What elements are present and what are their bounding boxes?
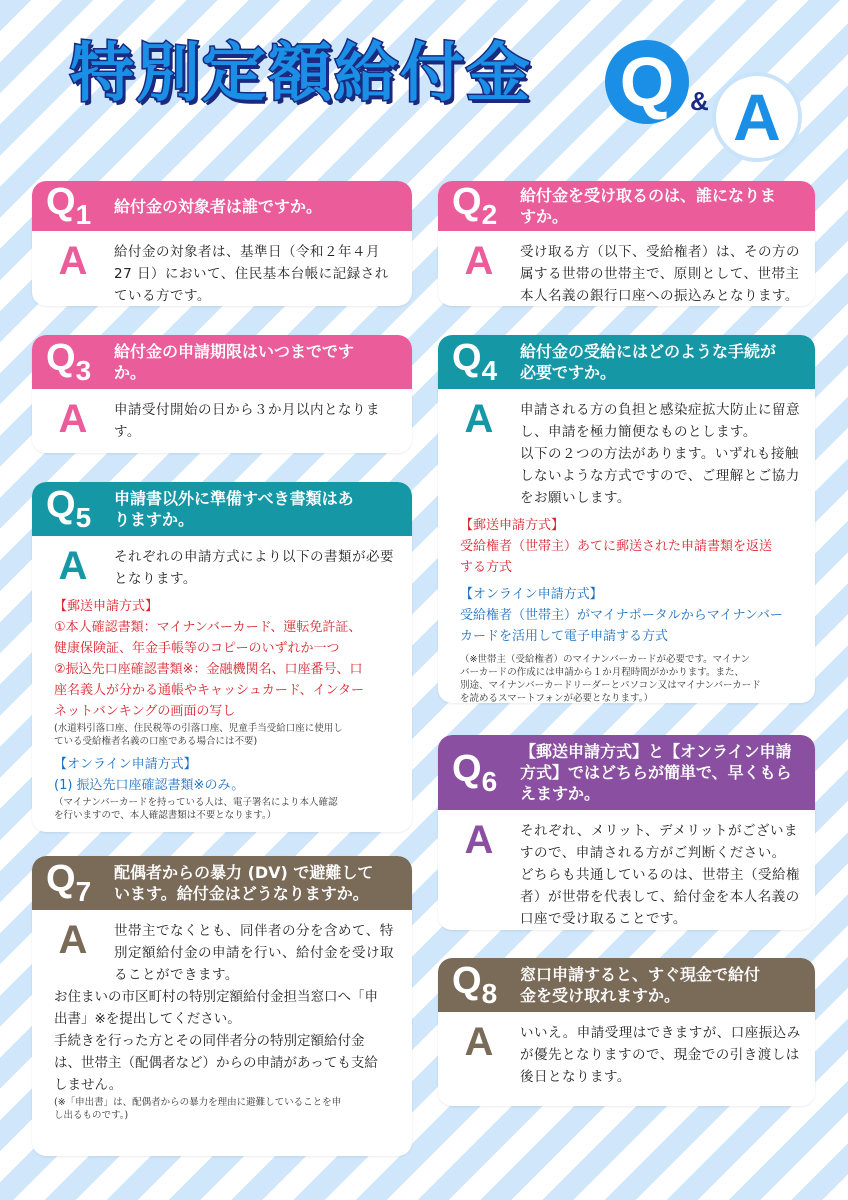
mail-method-text-4: 受給権者（世帯主）あてに郵送された申請書類を返送 する方式 <box>460 539 773 575</box>
online-method-text-5: (1) 振込先口座確認書類※のみ。 <box>54 778 245 793</box>
online-method-title-4: 【オンライン申請方式】 <box>460 587 603 602</box>
note-4: （※世帯主（受給権者）のマイナンバーカードが必要です。マイナン バーカードの作成には申請から１か月程時間がかかります。また、 別途、マイナンバーカードリーダーとパソコン又はマイナンバーカード を読めるスマートフォンが必要となります。） <box>460 654 761 703</box>
q-number-8: $Q_8$ <box>452 960 498 1009</box>
a-label-3: A <box>58 397 88 441</box>
qa-logo-amp: & <box>690 86 709 116</box>
question-text-4: 給付金の受給にはどのような手続が 必要ですか。 <box>520 342 777 382</box>
question-header-5 <box>32 482 412 536</box>
answer-text-5: それぞれの申請方式により以下の書類が必要 となります。 <box>114 549 394 587</box>
a-label-2: A <box>464 239 494 283</box>
q-number-7: $Q_7$ <box>46 858 92 907</box>
a-label-1: A <box>58 239 88 283</box>
question-text-1: 給付金の対象者は誰ですか。 <box>114 196 323 216</box>
question-text-7: 配偶者からの暴力 (DV) で避難して います。給付金はどうなりますか。 <box>114 863 374 903</box>
question-header-4 <box>438 335 815 389</box>
a-label-7: A <box>58 918 88 962</box>
answer-text-6: それぞれ、メリット、デメリットがございま すので、申請される方がご判断ください。 どちらも共通しているのは、世帯主（受給権 者）が世帯を代表して、給付金を本人名義の 口座で受け取ることです。 <box>520 823 800 927</box>
qa-card-5 <box>32 482 412 832</box>
a-label-6: A <box>464 818 494 862</box>
qa-card-1 <box>32 181 412 306</box>
question-text-3: 給付金の申請期限はいつまでです か。 <box>114 342 355 382</box>
online-method-text-4: 受給権者（世帯主）がマイナポータルからマイナンバー カードを活用して電子申請する方式 <box>460 608 783 644</box>
question-header-6 <box>438 735 815 810</box>
qa-card-7 <box>32 856 412 1156</box>
mail-method-title-5: 【郵送申請方式】 <box>54 599 159 614</box>
qa-card-6 <box>438 735 815 930</box>
qa-card-4 <box>438 335 815 703</box>
question-header-8 <box>438 958 815 1012</box>
question-header-2 <box>438 181 815 231</box>
question-text-5: 申請書以外に準備すべき書類はあ りますか。 <box>114 489 354 529</box>
answer-text-8: いいえ。申請受理はできますが、口座振込み が優先となりますので、現金での引き渡しは 後日となります。 <box>520 1025 801 1085</box>
q-number-1: $Q_1$ <box>46 181 92 230</box>
question-header-3 <box>32 335 412 389</box>
qa-card-8 <box>438 958 815 1106</box>
q-number-5: $Q_5$ <box>46 484 92 533</box>
mail-note-5: (水道料引落口座、住民税等の引落口座、児童手当受給口座に使用し ている受給権者名義の口座である場合には不要) <box>54 723 343 747</box>
mail-method-title-4: 【郵送申請方式】 <box>460 518 565 533</box>
a-label-8: A <box>464 1020 494 1064</box>
qa-logo-a: A <box>712 72 802 162</box>
q-number-2: $Q_2$ <box>452 181 498 230</box>
question-text-2: 給付金を受け取るのは、誰になりま すか。 <box>520 186 777 226</box>
note-7: (※「申出書」は、配偶者からの暴力を理由に避難していることを申 し出るものです。) <box>54 1097 342 1121</box>
answer-text-3: 申請受付開始の日から３か月以内となりま す。 <box>114 402 380 440</box>
a-label-5: A <box>58 544 88 588</box>
answer-text-1: 給付金の対象者は、基準日（令和２年４月 27 日）において、住民基本台帳に記録され ている方です。 <box>114 244 389 304</box>
q-number-6: $Q_6$ <box>452 747 498 797</box>
question-header-7 <box>32 856 412 910</box>
question-text-8: 窓口申請すると、すぐ現金で給付 金を受け取れますか。 <box>520 965 761 1005</box>
qa-logo-q: Q <box>605 40 689 124</box>
answer-text-4: 申請される方の負担と感染症拡大防止に留意 し、申請を極力簡便なものとします。 以下の２つの方法があります。いずれも接触 しないような方式ですので、ご理解とご協力 をお願いします。 <box>520 402 800 506</box>
q-number-3: $Q_3$ <box>46 337 92 386</box>
q-number-4: $Q_4$ <box>452 337 498 386</box>
online-method-title-5: 【オンライン申請方式】 <box>54 757 197 772</box>
qa-card-3 <box>32 335 412 453</box>
answer-text-7: 世帯主でなくとも、同伴者の分を含めて、特 別定額給付金の申請を行い、給付金を受け取 ることができます。 <box>114 923 394 983</box>
answer-text-2: 受け取る方（以下、受給権者）は、その方の 属する世帯の世帯主で、原則として、世帯主 本人名義の銀行口座への振込みとなります。 <box>520 244 800 304</box>
online-note-5: （マイナンバーカードを持っている人は、電子署名により本人確認 を行いますので、本人確認書類は不要となります。） <box>54 797 338 821</box>
answer-extra-7: お住まいの市区町村の特別定額給付金担当窓口へ「申 出書」※を提出してください。 手続きを行った方とその同伴者分の特別定額給付金 は、世帯主（配偶者など）からの申請があっても支給 しません。 <box>54 989 378 1093</box>
page-title: 特別定額給付金 <box>70 37 532 111</box>
mail-method-list-5: ①本人確認書類：マイナンバーカード、運転免許証、 健康保険証、年金手帳等のコピーのいずれか一つ ②振込先口座確認書類※：金融機関名、口座番号、口 座名義人が分かる通帳やキャッシュカード、インター ネットバンキングの画面の写し <box>54 620 365 719</box>
question-header-1 <box>32 181 412 231</box>
question-text-6: 【郵送申請方式】と【オンライン申請 方式】ではどちらが簡単で、早くもら えますか。 <box>520 742 792 803</box>
qa-card-2 <box>438 181 815 306</box>
a-label-4: A <box>464 397 494 441</box>
